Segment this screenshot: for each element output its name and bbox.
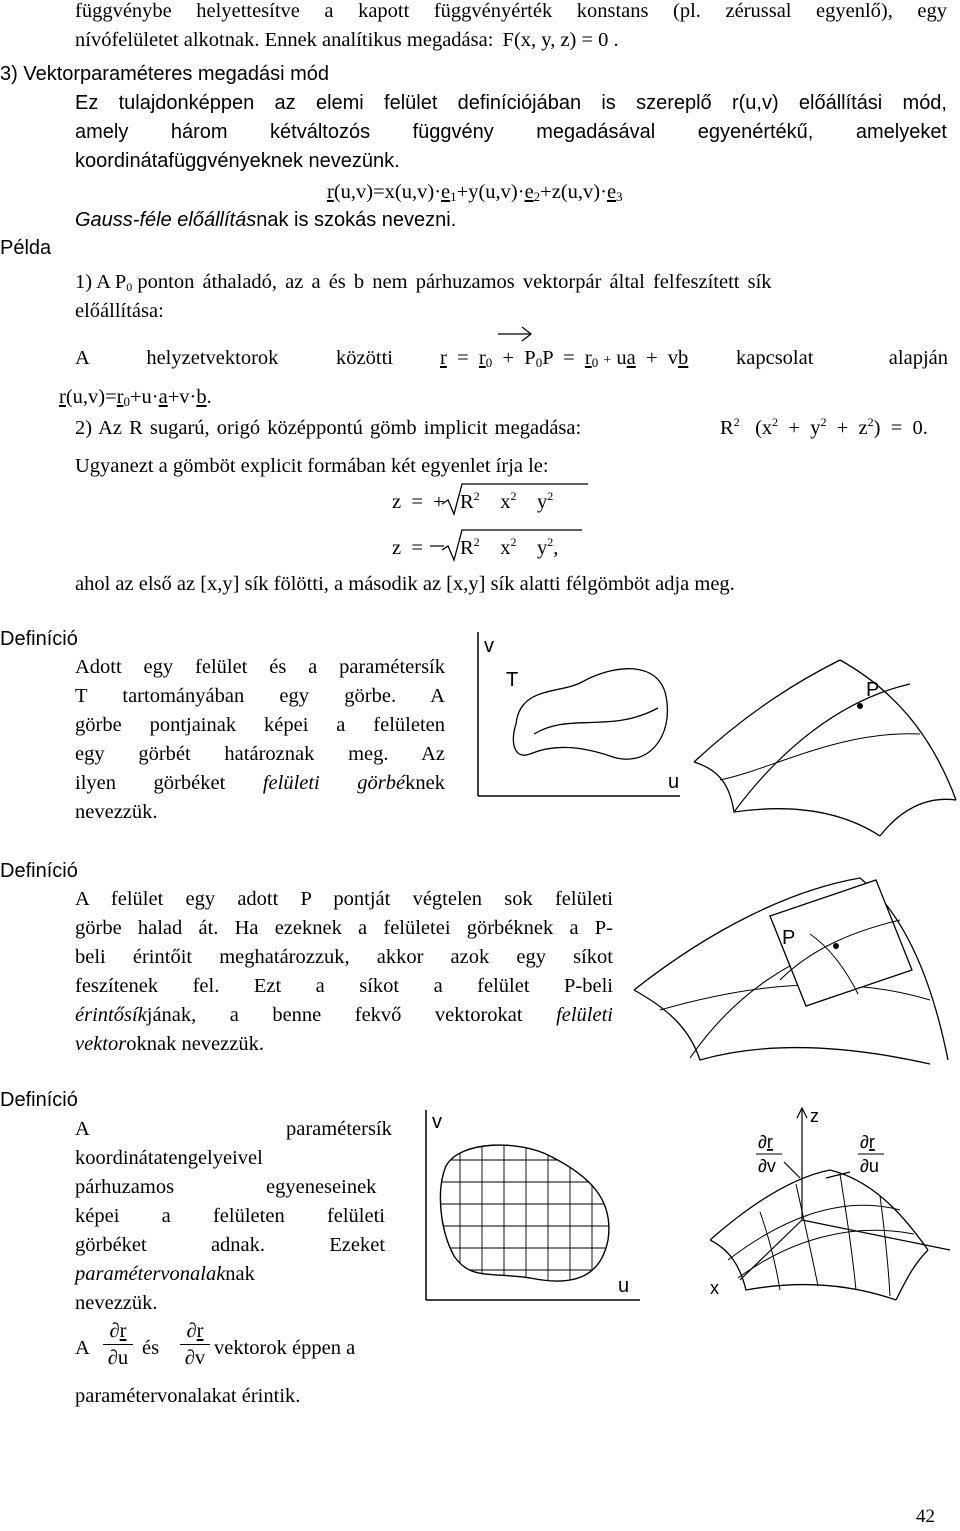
svg-text:∂r: ∂r bbox=[860, 1132, 875, 1152]
section-3-p1: Ez tulajdonképpen az elemi felület definíciójában is szereplő r(u,v) előállítási mód, bbox=[75, 92, 947, 114]
plane-formula: $r = r_0 + P_0P = r_0$ + ua + vb bbox=[440, 347, 689, 370]
ahol-line: ahol az első az [x,y] sík fölötti, a második az [x,y] sík alatti félgömböt adja meg. bbox=[75, 573, 735, 595]
def3-l5a: görbéket bbox=[75, 1234, 147, 1256]
fig2-label-P: P bbox=[866, 679, 880, 701]
def3-l4c: felületen bbox=[212, 1205, 285, 1227]
section-3-p2: amely három kétváltozós függvény megadásával egyenértékű, amelyeket bbox=[75, 121, 947, 143]
def2-heading: Definíció bbox=[0, 860, 78, 882]
gauss-formula: $r(u,v)=x(u,v)\cdot e_1+y(u,v)\cdot e_2+z(u,v)\cdot e_3$ bbox=[327, 181, 623, 204]
def3-l1b: paramétersík bbox=[286, 1118, 392, 1140]
def2-line-2: görbe halad át. Ha ezeknek a felületei görbéknek a P- bbox=[75, 917, 613, 939]
fig4-label-v: v bbox=[432, 1111, 442, 1133]
partial-r-over-v: $\frac{\partial r}{\partial v}$ bbox=[180, 1318, 210, 1371]
def2-term-2: felületi bbox=[556, 1004, 613, 1026]
gauss-rest: nak is szokás nevezni. bbox=[256, 209, 457, 231]
def3-term: paramétervonalak bbox=[75, 1263, 226, 1285]
def3-l3b: egyeneseinek bbox=[266, 1176, 377, 1198]
def3-l6a: nak bbox=[225, 1263, 255, 1285]
def3-line-2: koordinátatengelyeivel bbox=[75, 1147, 263, 1169]
def2-line-4: feszítenek fel. Ezt a síkot a felület P-beli bbox=[75, 975, 613, 997]
def2-term-3: vektor bbox=[75, 1033, 127, 1055]
figure-surface-parameter-lines bbox=[700, 1100, 960, 1310]
example-heading: Példa bbox=[0, 237, 52, 259]
def3-l8a: A bbox=[75, 1337, 90, 1359]
fig1-label-v: v bbox=[484, 635, 494, 657]
def3-l5c: Ezeket bbox=[329, 1234, 386, 1256]
sphere-implicit-formula: $R^2$ $(x^2 + y^2 + z^2) = 0$. bbox=[720, 415, 928, 439]
fig1-label-T: T bbox=[506, 669, 519, 691]
pos-text-a-justified: A helyzetvektorok közötti bbox=[75, 347, 393, 369]
def3-line-5 bbox=[75, 1231, 385, 1260]
figure-parameter-plane bbox=[460, 628, 680, 798]
sphere-lower-radicand: $R^2$ $x^2$ $y^2$, bbox=[460, 535, 559, 559]
def2-term-1: érintősík bbox=[75, 1004, 147, 1026]
gauss-line bbox=[75, 206, 456, 235]
intro-line-1: függvénybe helyettesítve a kapott függvényérték konstans (pl. zérussal egyenlő), egy bbox=[75, 0, 947, 22]
def2-line-6 bbox=[75, 1030, 264, 1059]
def1-heading: Definíció bbox=[0, 628, 78, 650]
def3-l4b: a bbox=[161, 1205, 171, 1227]
def3-line-4 bbox=[75, 1202, 385, 1231]
figure-surface-curve bbox=[690, 660, 960, 840]
def1-line-3: görbe pontjainak képei a felületen bbox=[75, 714, 445, 736]
figure-tangent-plane bbox=[630, 860, 950, 1070]
fig1-label-u: u bbox=[668, 771, 680, 793]
fig3-label-P: P bbox=[782, 927, 796, 949]
intro-line-2-text: nívófelületet alkotnak. Ennek analítikus megadása: bbox=[75, 29, 494, 51]
def1-line-6: nevezzük. bbox=[75, 801, 158, 823]
def1-line-2: T tartományában egy görbe. A bbox=[75, 685, 445, 707]
intro-formula: F(x, y, z) = 0 . bbox=[502, 29, 619, 51]
figure-parameter-grid bbox=[400, 1100, 640, 1310]
sphere-upper-lhs: z = + bbox=[392, 491, 445, 513]
fig5-label-x: x bbox=[710, 1278, 719, 1298]
example-item-2: 2) Az R sugarú, origó középpontú gömb implicit megadása: bbox=[75, 417, 582, 439]
def3-l4a: képei bbox=[75, 1205, 120, 1227]
partial-r-over-u: $\frac{\partial r}{\partial u}$ bbox=[103, 1318, 133, 1371]
def2-l6a: oknak nevezzük. bbox=[126, 1033, 264, 1055]
def1-term: felületi görbé bbox=[262, 772, 406, 794]
item1-start: 1) A P bbox=[75, 271, 127, 293]
def1-line-4: egy görbét határoznak meg. Az bbox=[75, 743, 445, 765]
def1-l5a: ilyen görbéket bbox=[75, 772, 263, 794]
def1-l5b: knek bbox=[405, 772, 445, 794]
example-item-1-cont: előállítása: bbox=[75, 300, 164, 322]
sphere-upper-radicand: $R^2$ $x^2$ $y^2$ bbox=[460, 489, 554, 513]
section-3-heading: 3) Vektorparaméteres megadási mód bbox=[0, 63, 330, 85]
item1-rest: ponton áthaladó, az a és b nem párhuzamos vektorpár által felfeszített sík bbox=[137, 271, 772, 293]
pos-text-b: kapcsolat alapján bbox=[736, 347, 948, 369]
fig1-curve bbox=[534, 708, 658, 734]
def3-l3a: párhuzamos bbox=[75, 1176, 175, 1198]
def3-line-7: nevezzük. bbox=[75, 1292, 158, 1314]
gauss-term: Gauss-féle előállítás bbox=[75, 209, 257, 231]
def2-l5a: jának, a benne fekvő vektorokat bbox=[146, 1004, 557, 1026]
def3-l8c: vektorok éppen a bbox=[214, 1337, 356, 1359]
ugyanezt-line: Ugyanezt a gömböt explicit formában két egyenlet írja le: bbox=[75, 455, 549, 477]
def3-line-9: paramétervonalakat érintik. bbox=[75, 1385, 301, 1407]
def3-l4d: felületi bbox=[326, 1205, 385, 1227]
sphere-lower-lhs: z = bbox=[392, 537, 423, 559]
svg-text:∂v: ∂v bbox=[758, 1156, 776, 1176]
fig4-label-u: u bbox=[618, 1275, 630, 1297]
def1-line-5 bbox=[75, 769, 445, 798]
svg-text:∂u: ∂u bbox=[860, 1156, 879, 1176]
page-number: 42 bbox=[916, 1506, 935, 1527]
def3-l5b: adnak. bbox=[210, 1234, 266, 1256]
def3-l1a: A bbox=[75, 1118, 90, 1140]
def2-line-1: A felület egy adott P pontját végtelen sok felületi bbox=[75, 888, 613, 910]
vector-arrow-icon bbox=[498, 324, 538, 342]
def1-line-1: Adott egy felület és a paramétersík bbox=[75, 656, 445, 678]
def2-line-5 bbox=[75, 1001, 613, 1030]
section-3-p3: koordinátafüggvényeknek nevezünk. bbox=[75, 150, 400, 172]
intro-line-2 bbox=[75, 26, 619, 55]
def3-line-6 bbox=[75, 1260, 255, 1289]
def3-l8b: és bbox=[142, 1337, 160, 1359]
example-item-1: 1) A $P_0$ ponton áthaladó, az a és b nem párhuzamos vektorpár által felfeszített sík bbox=[75, 271, 772, 294]
def2-line-3: beli érintőit meghatározzuk, akkor azok egy síkot bbox=[75, 946, 613, 968]
plane-param-formula: $r(u,v)=r_0+u\cdot a+v\cdot b$. bbox=[59, 386, 212, 409]
fig5-label-z: z bbox=[810, 1106, 819, 1126]
svg-text:∂r: ∂r bbox=[758, 1132, 773, 1152]
def3-heading: Definíció bbox=[0, 1089, 78, 1111]
